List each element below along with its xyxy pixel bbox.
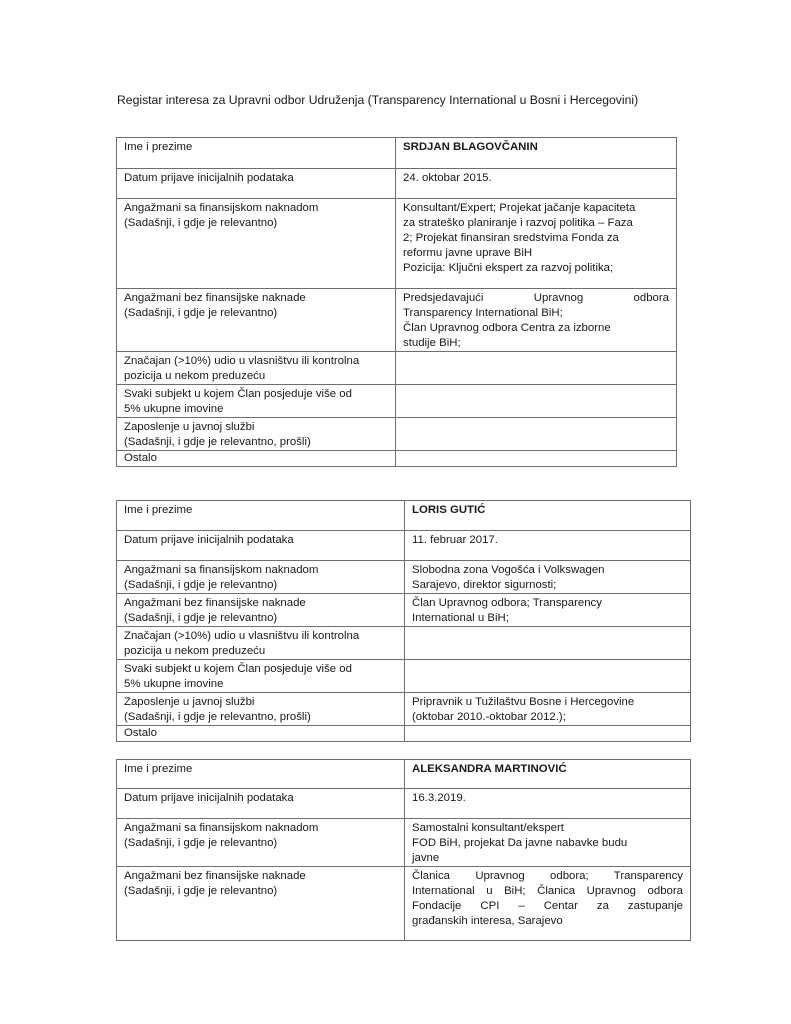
member-date: 24. oktobar 2015. [396,169,677,199]
label-paid: Angažmani sa finansijskom naknadom (Sadašnji, i gdje je relevantno) [117,199,396,289]
table-row-paid [117,199,677,289]
label-name: Ime i prezime [117,760,405,789]
table-row-paid [117,561,691,594]
table-row-other [117,726,691,742]
label-public-service: Zaposlenje u javnoj službi (Sadašnji, i gdje je relevantno, prošli) [117,418,396,451]
member-paid-engagements: Konsultant/Expert; Projekat jačanje kapaciteta za strateško planiranje i razvoj politika – Faza 2; Projekat finansiran sredstvima Fonda za reformu javne uprave BiH Pozicija: Ključni ekspert za razvoj politika; [396,199,677,289]
label-paid: Angažmani sa finansijskom naknadom (Sadašnji, i gdje je relevantno) [117,561,405,594]
member-paid-engagements: Slobodna zona Vogošća i Volkswagen Sarajevo, direktor sigurnosti; [405,561,691,594]
member-unpaid-engagements: Predsjedavajući Upravnog odbora Transparency International BiH; Član Upravnog odbora Centra za izborne studije BiH; [396,289,677,352]
member-ownership [405,627,691,660]
table-row-unpaid [117,867,691,941]
member-name: SRDJAN BLAGOVČANIN [396,138,677,169]
table-row-name [117,501,691,531]
table-row-date [117,531,691,561]
table-row-name [117,760,691,789]
table-row-name [117,138,677,169]
table-row-public-service [117,693,691,726]
member-public-service [396,418,677,451]
table-row-unpaid [117,594,691,627]
table-row-date [117,169,677,199]
table-row-unpaid [117,289,677,352]
label-subject: Svaki subjekt u kojem Član posjeduje više od 5% ukupne imovine [117,660,405,693]
member-public-service: Pripravnik u Tužilaštvu Bosne i Hercegovine (oktobar 2010.-oktobar 2012.); [405,693,691,726]
table-row-date [117,789,691,819]
interest-register-table-martinovic [116,759,691,941]
member-unpaid-engagements: Članica Upravnog odbora; Transparency International u BiH; Članica Upravnog odbora Fondacije CPI – Centar za zastupanje građanskih interesa, Sarajevo [405,867,691,941]
label-unpaid: Angažmani bez finansijske naknade (Sadašnji, i gdje je relevantno) [117,594,405,627]
member-subject [405,660,691,693]
label-other: Ostalo [117,451,396,467]
table-row-ownership [117,352,677,385]
table-row-subject [117,385,677,418]
interest-register-table-blagovcanin [116,137,677,467]
label-date: Datum prijave inicijalnih podataka [117,789,405,819]
table-row-subject [117,660,691,693]
label-paid: Angažmani sa finansijskom naknadom (Sadašnji, i gdje je relevantno) [117,819,405,867]
member-subject [396,385,677,418]
member-name: LORIS GUTIĆ [405,501,691,531]
interest-register-table-gutic [116,500,691,742]
member-name: ALEKSANDRA MARTINOVIĆ [405,760,691,789]
member-unpaid-engagements: Član Upravnog odbora; Transparency International u BiH; [405,594,691,627]
label-public-service: Zaposlenje u javnoj službi (Sadašnji, i gdje je relevantno, prošli) [117,693,405,726]
member-ownership [396,352,677,385]
label-name: Ime i prezime [117,138,396,169]
label-other: Ostalo [117,726,405,742]
table-row-public-service [117,418,677,451]
member-other [396,451,677,467]
label-date: Datum prijave inicijalnih podataka [117,531,405,561]
label-ownership: Značajan (>10%) udio u vlasništvu ili kontrolna pozicija u nekom preduzeću [117,627,405,660]
label-date: Datum prijave inicijalnih podataka [117,169,396,199]
table-row-other [117,451,677,467]
label-unpaid: Angažmani bez finansijske naknade (Sadašnji, i gdje je relevantno) [117,867,405,941]
label-unpaid: Angažmani bez finansijske naknade (Sadašnji, i gdje je relevantno) [117,289,396,352]
table-row-ownership [117,627,691,660]
document-title: Registar interesa za Upravni odbor Udruženja (Transparency International u Bosni i Hercegovini) [117,93,639,107]
member-paid-engagements: Samostalni konsultant/ekspert FOD BiH, projekat Da javne nabavke budu javne [405,819,691,867]
label-name: Ime i prezime [117,501,405,531]
member-date: 16.3.2019. [405,789,691,819]
table-row-paid [117,819,691,867]
member-date: 11. februar 2017. [405,531,691,561]
label-subject: Svaki subjekt u kojem Član posjeduje više od 5% ukupne imovine [117,385,396,418]
member-other [405,726,691,742]
label-ownership: Značajan (>10%) udio u vlasništvu ili kontrolna pozicija u nekom preduzeću [117,352,396,385]
